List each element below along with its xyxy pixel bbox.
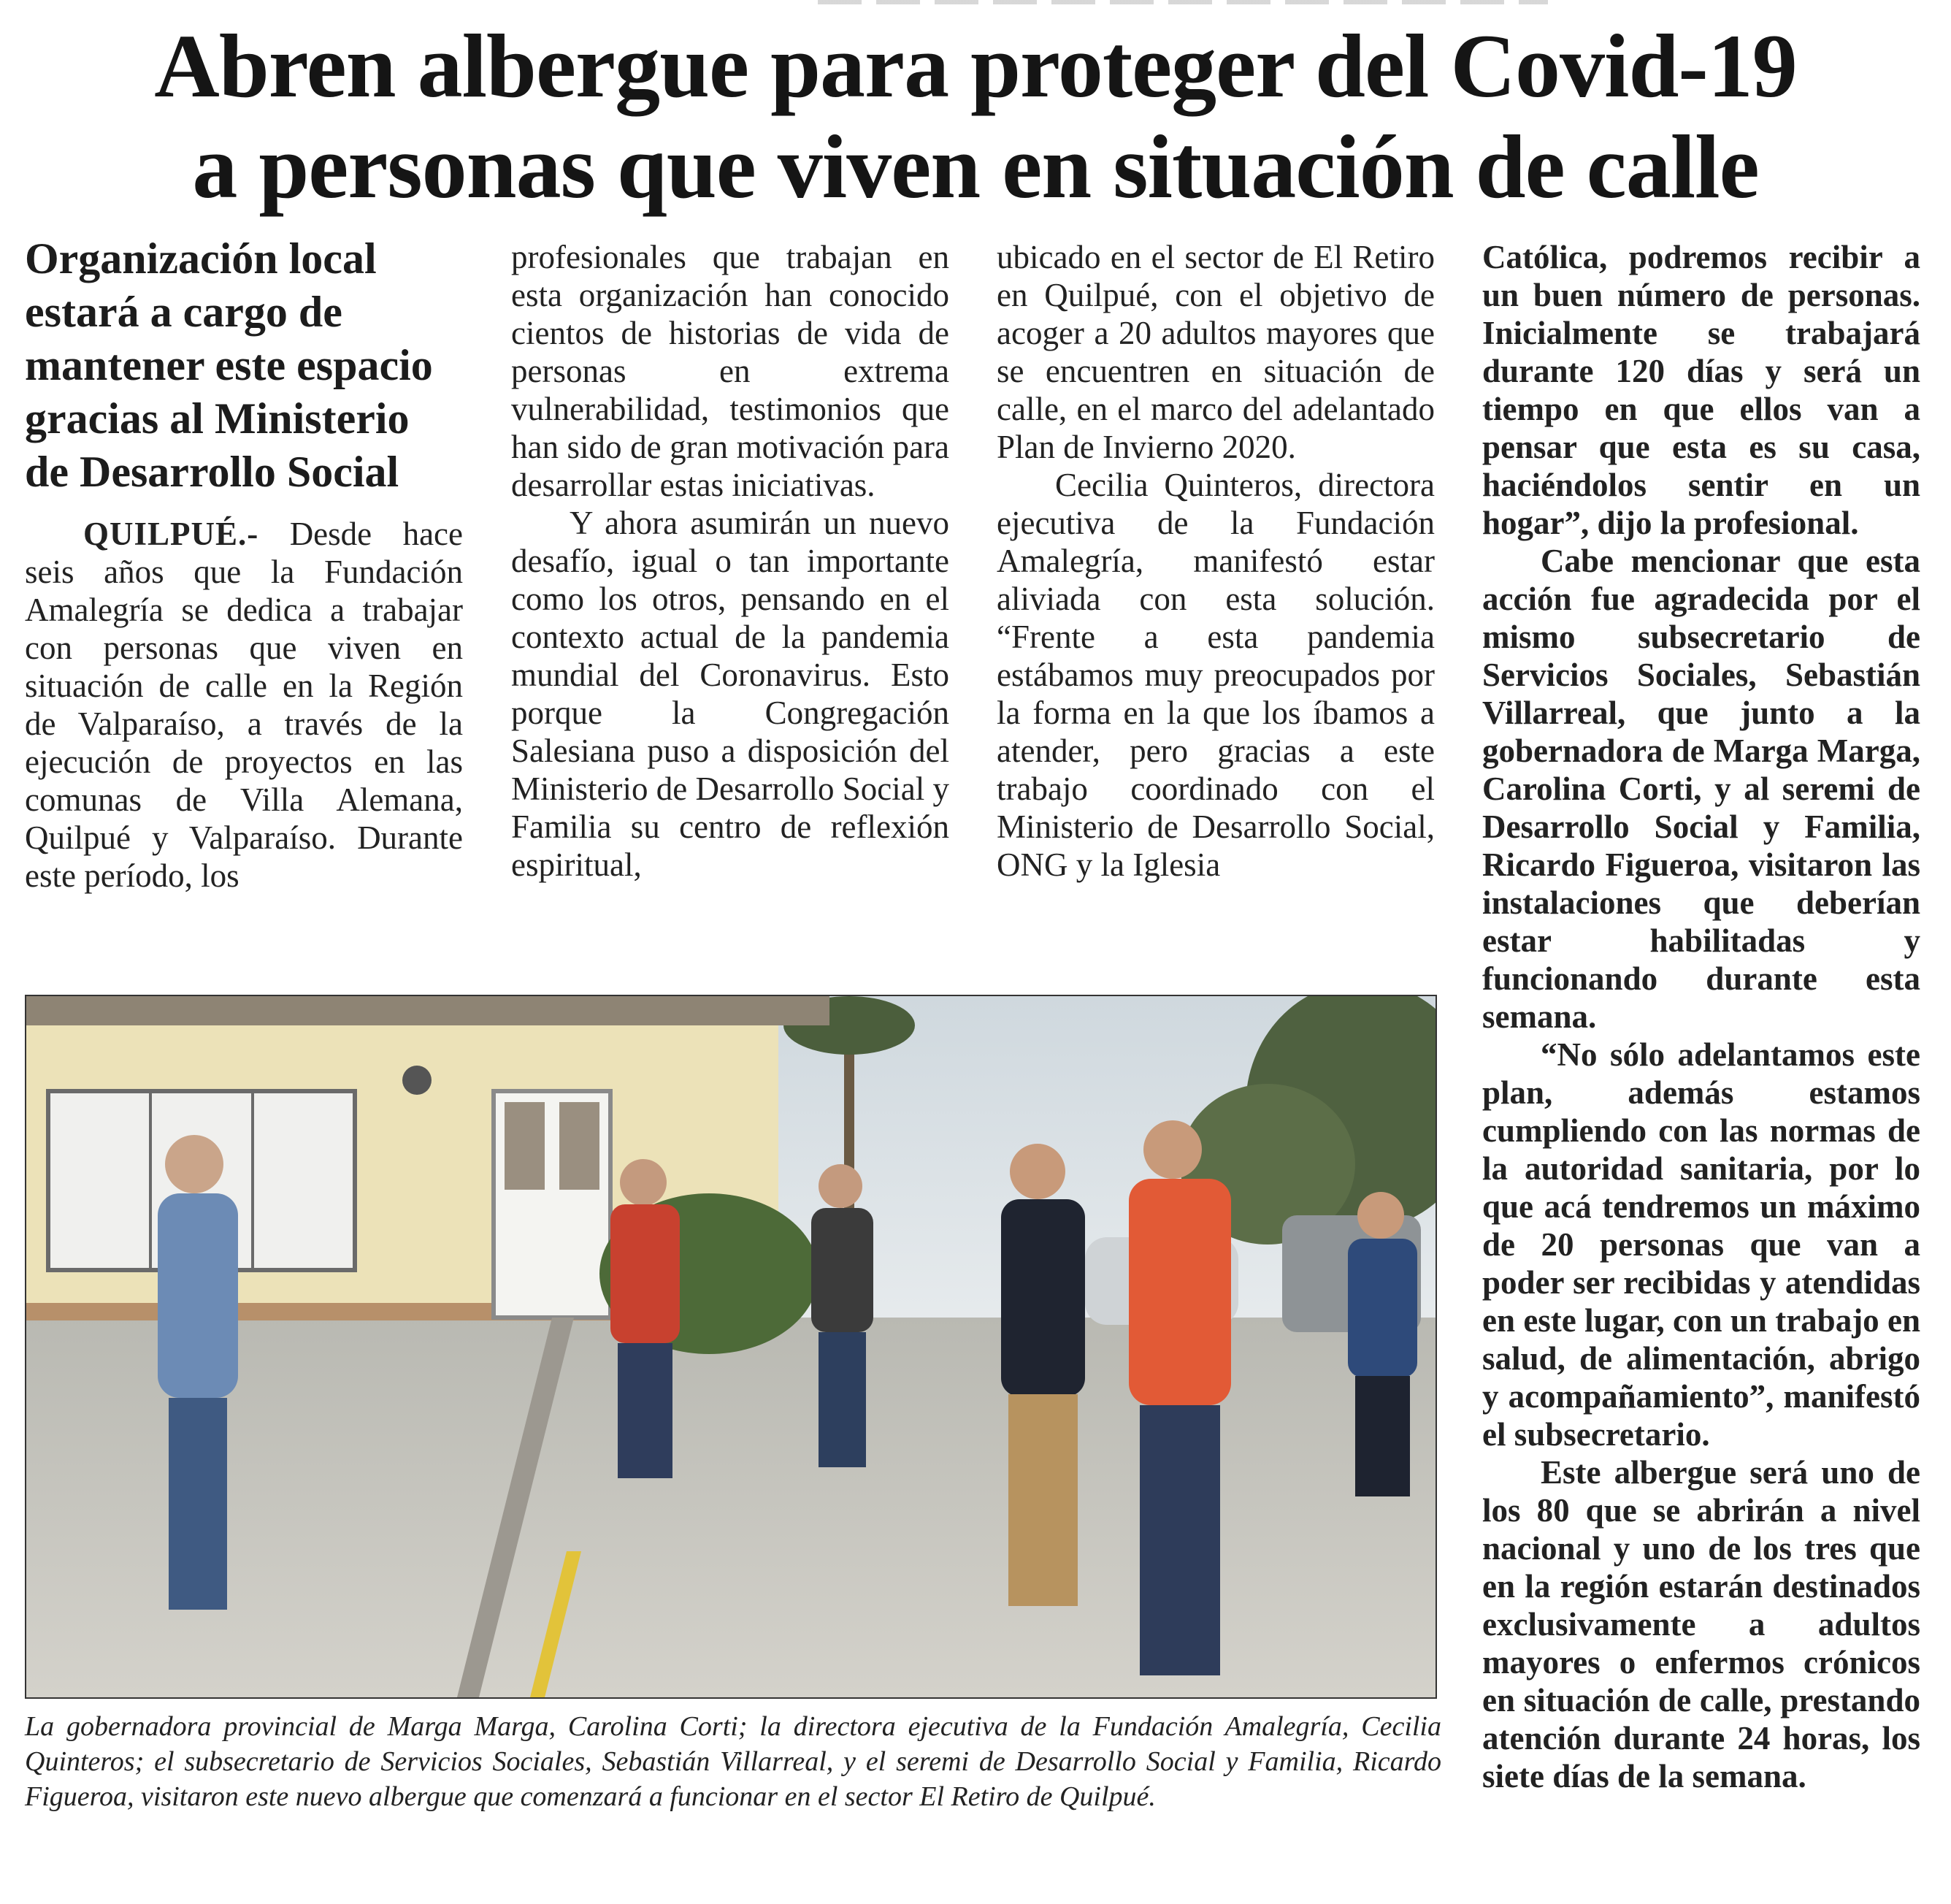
- person-1: [158, 1135, 238, 1610]
- col1-paragraph-1: [25, 515, 463, 895]
- headline: [0, 16, 1951, 218]
- person-5: [1129, 1120, 1231, 1675]
- person-2: [610, 1159, 680, 1478]
- headline-line-2: a personas que viven en situación de calle: [192, 117, 1759, 217]
- col2-paragraph-2: Y ahora asumirán un nuevo desafío, igual o tan importante como los otros, pensando en el contexto actual de la pandemia mundial del Coronavirus. Esto porque la Congregación Salesiana puso a disposición del Ministerio de Desarrollo Social y Familia su centro de reflexión espiritual,: [511, 505, 949, 883]
- article-photo: [25, 995, 1437, 1699]
- col4-paragraph-4: Este albergue será uno de los 80 que se abrirán a nivel nacional y uno de los tres que en la región estarán destinados exclusivamente a adultos mayores o enfermos crónicos en situación de calle, prestando atención durante 24 horas, los siete días de la semana.: [1482, 1454, 1920, 1794]
- photo-illustration: [26, 996, 1436, 1697]
- person-3: [811, 1164, 873, 1467]
- headline-line-1: Abren albergue para proteger del Covid-19: [154, 16, 1797, 116]
- building-roof: [26, 996, 829, 1025]
- col3-paragraph-2: Cecilia Quinteros, directora ejecutiva de la Fundación Amalegría, manifestó estar aliviada con esta solución. “Frente a esta pandemia estábamos muy preocupados por la forma en la que los íbamos a atender, pero gracias a este trabajo coordinado con el Ministerio de Desarrollo Social, ONG y la Iglesia: [997, 467, 1435, 883]
- column-4: [1482, 238, 1920, 1795]
- column-2: [511, 238, 949, 884]
- person-4: [1001, 1144, 1085, 1606]
- col1-p1-text: Desde hace seis años que la Fundación Amalegría se dedica a trabajar con personas que viven en situación de calle en la Región de Valparaíso, a través de la ejecución de proyectos en las comunas de Villa Alemana, Quilpué y Valparaíso. Durante este período, los: [25, 516, 463, 894]
- column-3: [997, 238, 1435, 884]
- photo-caption: La gobernadora provincial de Marga Marga, Carolina Corti; la directora ejecutiva de la Fundación Amalegría, Cecilia Quinteros; el subsecretario de Servicios Sociales, Sebastián Villarreal, y el seremi de Desarrollo Social y Familia, Ricardo Figueroa, visitaron este nuevo albergue que comenzará a funcionar en el sector El Retiro de Quilpué.: [25, 1711, 1441, 1812]
- col4-paragraph-1: Católica, podremos recibir a un buen número de personas. Inicialmente se trabajará durante 120 días y será un tiempo en que ellos van a pensar que esta es su casa, haciéndolos sentir en un hogar”, dijo la profesional.: [1482, 239, 1920, 541]
- column-1: [25, 232, 463, 895]
- top-rule: [818, 0, 1548, 4]
- col2-paragraph-1: profesionales que trabajan en esta organización han conocido cientos de historias de vida de personas en extrema vulnerabilidad, testimonios que han sido de gran motivación para desarrollar estas iniciativas.: [511, 239, 949, 503]
- col3-paragraph-1: ubicado en el sector de El Retiro en Quilpué, con el objetivo de acoger a 20 adultos mayores que se encuentren en situación de calle, en el marco del adelantado Plan de Invierno 2020.: [997, 239, 1435, 465]
- dateline: QUILPUÉ.-: [83, 516, 259, 552]
- col4-paragraph-2: Cabe mencionar que esta acción fue agradecida por el mismo subsecretario de Servicios Sociales, Sebastián Villarreal, que junto a la gobernadora de Marga Marga, Carolina Corti, y al seremi de Desarrollo Social y Familia, Ricardo Figueroa, visitaron las instalaciones que deberían estar habilitadas y funcionando durante esta semana.: [1482, 543, 1920, 1035]
- subheadline: Organización local estará a cargo de mantener este espacio gracias al Ministerio de Desarrollo Social: [25, 234, 433, 496]
- col4-paragraph-3: “No sólo adelantamos este plan, además estamos cumpliendo con las normas de la autoridad sanitaria, por lo que acá tendremos un máximo de 20 personas que van a poder ser recibidas y atendidas en este lugar, con un trabajo en salud, de alimentación, abrigo y acompañamiento”, manifestó el subsecretario.: [1482, 1036, 1920, 1453]
- vent: [402, 1066, 432, 1095]
